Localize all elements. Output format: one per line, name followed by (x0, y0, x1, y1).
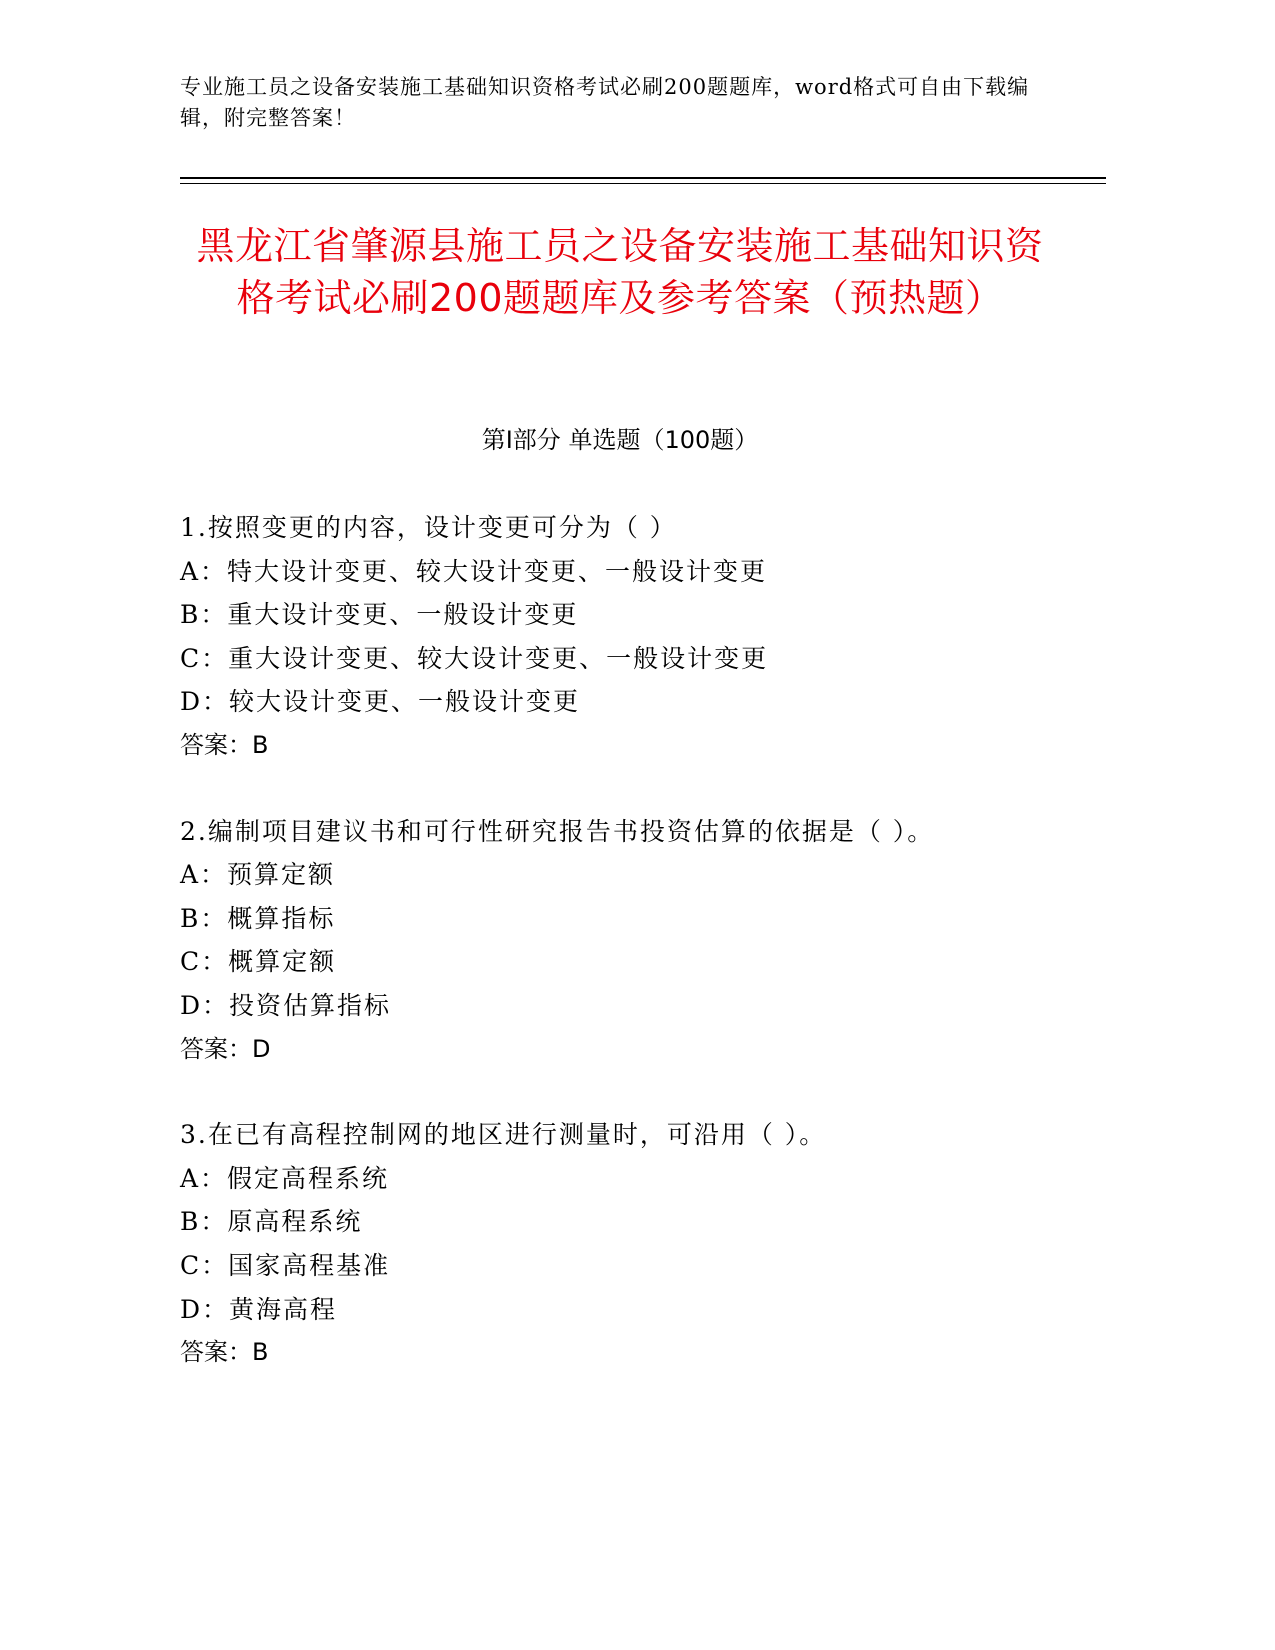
header-note: 专业施工员之设备安装施工基础知识资格考试必刷200题题库，word格式可自由下载编辑，附完整答案！ (180, 75, 1030, 130)
document-title: 黑龙江省肇源县施工员之设备安装施工基础知识资格考试必刷200题题库及参考答案（预热题） (196, 224, 1044, 320)
option-a: A：预算定额 (180, 860, 336, 890)
question-3 (180, 1113, 1080, 1375)
option-d: D：投资估算指标 (180, 990, 392, 1020)
answer: 答案：D (180, 1034, 271, 1063)
option-c: C：概算定额 (180, 947, 337, 977)
header-divider (180, 177, 1106, 179)
answer: 答案：B (180, 1338, 269, 1367)
option-a: A：假定高程系统 (180, 1163, 390, 1193)
option-c: C：重大设计变更、较大设计变更、一般设计变更 (180, 643, 769, 673)
question-1 (180, 506, 1080, 768)
option-a: A：特大设计变更、较大设计变更、一般设计变更 (180, 556, 768, 586)
question-2 (180, 810, 1080, 1072)
answer: 答案：B (180, 730, 269, 759)
question-stem: 2.编制项目建议书和可行性研究报告书投资估算的依据是（ ）。 (180, 816, 935, 846)
section-title: 第I部分 单选题（100题） (481, 426, 759, 454)
option-c: C：国家高程基准 (180, 1250, 391, 1280)
option-d: D：黄海高程 (180, 1294, 338, 1324)
option-b: B：概算指标 (180, 903, 336, 933)
question-stem: 1.按照变更的内容，设计变更可分为（ ） (180, 513, 677, 542)
option-b: B：原高程系统 (180, 1207, 363, 1237)
question-list (180, 506, 1080, 1417)
option-b: B：重大设计变更、一般设计变更 (180, 600, 579, 630)
option-d: D：较大设计变更、一般设计变更 (180, 687, 581, 717)
question-stem: 3.在已有高程控制网的地区进行测量时，可沿用（ ）。 (180, 1120, 827, 1150)
header-divider-thin (180, 183, 1106, 184)
